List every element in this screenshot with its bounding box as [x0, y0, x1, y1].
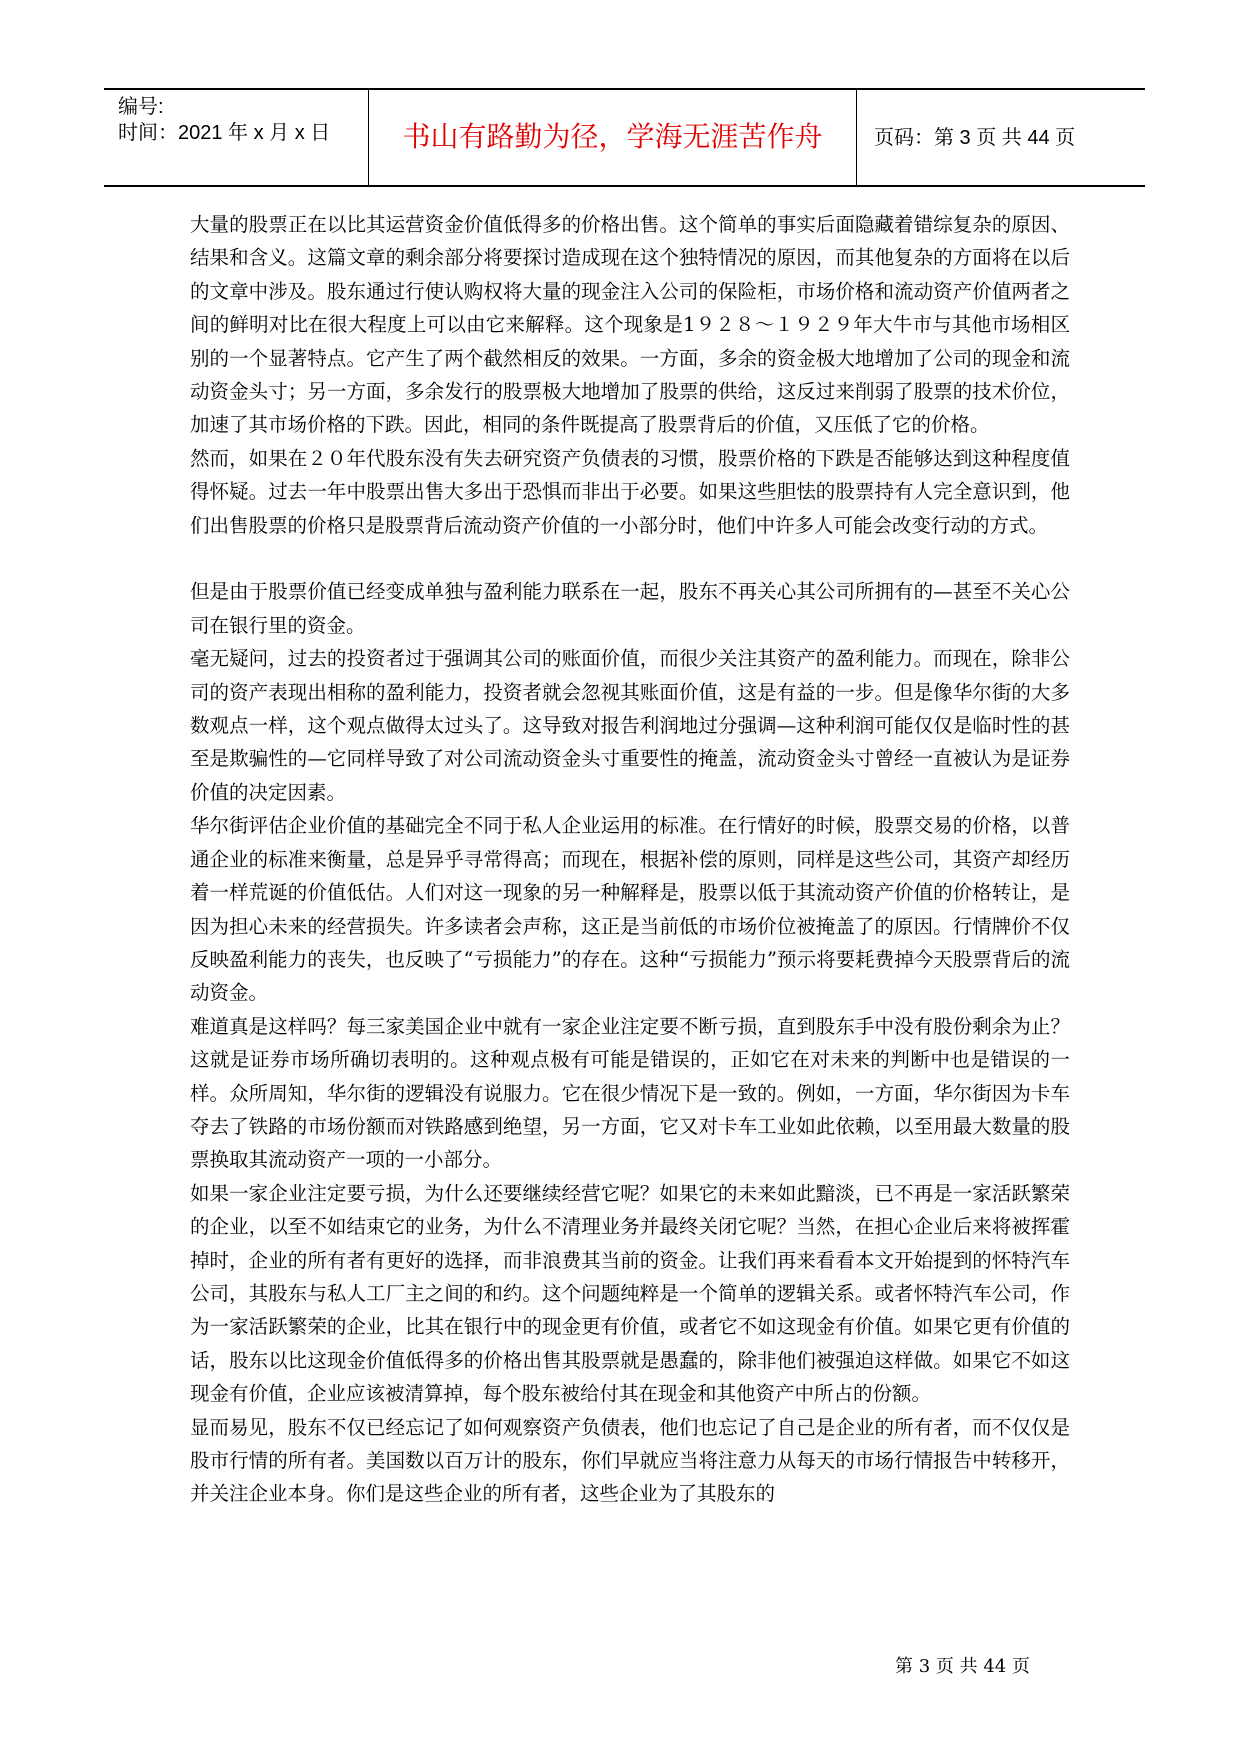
header-page-number: 页码：第 3 页 共 44 页	[874, 127, 1076, 149]
body-paragraph: 如果一家企业注定要亏损，为什么还要继续经营它呢？如果它的未来如此黯淡，已不再是一家活跃繁荣的企业，以至不如结束它的业务，为什么不清理业务并最终关闭它呢？当然，在担心企业后来将被挥霍掉时，企业的所有者有更好的选择，而非浪费其当前的资金。让我们再来看看本文开始提到的怀特汽车公司，其股东与私人工厂主之间的和约。这个问题纯粹是一个简单的逻辑关系。或者怀特汽车公司，作为一家活跃繁荣的企业，比其在银行中的现金更有价值，或者它不如这现金有价值。如果它更有价值的话，股东以比这现金价值低得多的价格出售其股票就是愚蠢的，除非他们被强迫这样做。如果它不如这现金有价值，企业应该被清算掉，每个股东被给付其在现金和其他资产中所占的份额。	[190, 1181, 1070, 1406]
document-time-label: 时间：2021 年 x 月 x 日	[118, 122, 331, 144]
body-paragraph: 然而，如果在２０年代股东没有失去研究资产负债表的习惯，股票价格的下跌是否能够达到这种程度值得怀疑。过去一年中股票出售大多出于恐惧而非出于必要。如果这些胆怯的股票持有人完全意识到，他们出售股票的价格只是股票背后流动资产价值的一小部分时，他们中许多人可能会改变行动的方式。	[190, 446, 1070, 537]
document-body	[190, 208, 1070, 1511]
body-paragraph: 毫无疑问，过去的投资者过于强调其公司的账面价值，而很少关注其资产的盈利能力。而现在，除非公司的资产表现出相称的盈利能力，投资者就会忽视其账面价值，这是有益的一步。但是像华尔街的大多数观点一样，这个观点做得太过头了。这导致对报告利润地过分强调—这种利润可能仅仅是临时性的甚至是欺骗性的—它同样导致了对公司流动资金头寸重要性的掩盖，流动资金头寸曾经一直被认为是证券价值的决定因素。	[190, 647, 1070, 804]
body-paragraph: 大量的股票正在以比其运营资金价值低得多的价格出售。这个简单的事实后面隐藏着错综复杂的原因、结果和含义。这篇文章的剩余部分将要探讨造成现在这个独特情况的原因，而其他复杂的方面将在以后的文章中涉及。股东通过行使认购权将大量的现金注入公司的保险柜，市场价格和流动资产价值两者之间的鲜明对比在很大程度上可以由它来解释。这个现象是1９２８～１９２９年大牛市与其他市场相区别的一个显著特点。它产生了两个截然相反的效果。一方面，多余的资金极大地增加了公司的现金和流动资金头寸；另一方面，多余发行的股票极大地增加了股票的供给，这反过来削弱了股票的技术价位，加速了其市场价格的下跌。因此，相同的条件既提高了股票背后的价值，又压低了它的价格。	[190, 213, 1070, 437]
page-header	[104, 88, 1145, 187]
header-motto: 书山有路勤为径，学海无涯苦作舟	[402, 120, 823, 153]
page-footer: 第 3 页 共 44 页	[895, 1656, 1030, 1677]
header-divider	[856, 90, 857, 185]
header-left-info	[118, 94, 330, 146]
body-paragraph: 华尔街评估企业价值的基础完全不同于私人企业运用的标准。在行情好的时候，股票交易的价格，以普通企业的标准来衡量，总是异乎寻常得高；而现在，根据补偿的原则，同样是这些公司，其资产却经历着一样荒诞的价值低估。人们对这一现象的另一种解释是，股票以低于其流动资产价值的价格转让，是因为担心未来的经营损失。许多读者会声称，这正是当前低的市场价位被掩盖了的原因。行情牌价不仅反映盈利能力的丧失，也反映了“亏损能力”的存在。这种“亏损能力”预示将要耗费掉今天股票背后的流动资金。	[190, 814, 1070, 1005]
body-paragraph: 但是由于股票价值已经变成单独与盈利能力联系在一起，股东不再关心其公司所拥有的—甚至不关心公司在银行里的资金。	[190, 580, 1070, 637]
body-paragraph: 显而易见，股东不仅已经忘记了如何观察资产负债表，他们也忘记了自己是企业的所有者，而不仅仅是股市行情的所有者。美国数以百万计的股东，你们早就应当将注意力从每天的市场行情报告中转移开，并关注企业本身。你们是这些企业的所有者，这些企业为了其股东的	[190, 1415, 1070, 1506]
document-number-label: 编号:	[118, 96, 164, 118]
body-paragraph: 难道真是这样吗？每三家美国企业中就有一家企业注定要不断亏损，直到股东手中没有股份剩余为止？这就是证券市场所确切表明的。这种观点极有可能是错误的，正如它在对未来的判断中也是错误的一样。众所周知，华尔街的逻辑没有说服力。它在很少情况下是一致的。例如，一方面，华尔街因为卡车夺去了铁路的市场份额而对铁路感到绝望，另一方面，它又对卡车工业如此依赖，以至用最大数量的股票换取其流动资产一项的一小部分。	[190, 1014, 1070, 1172]
